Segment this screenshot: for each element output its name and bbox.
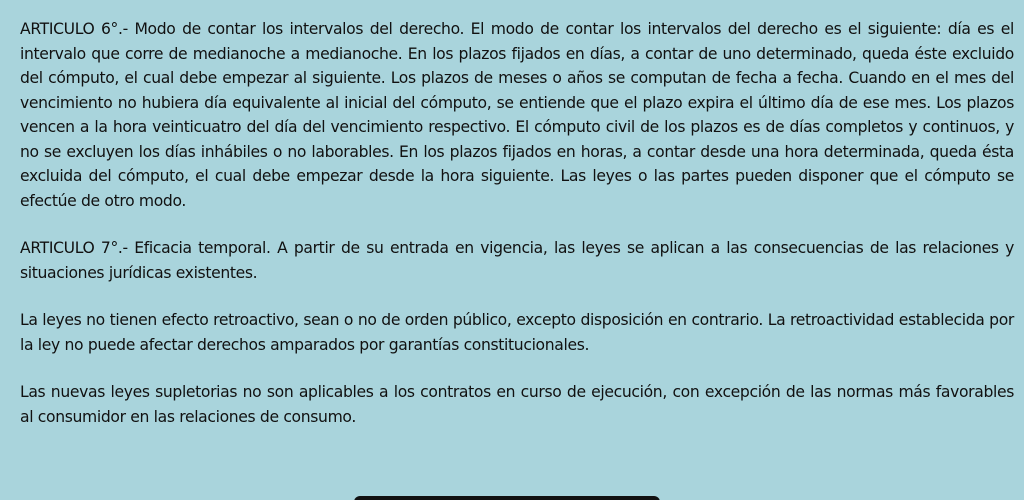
article-7-paragraph: ARTICULO 7°.- Eficacia temporal. A partir de su entrada en vigencia, las leyes se aplican a las consecuencias de las relaciones y situaciones jurídicas existentes. (20, 239, 1014, 282)
bottom-toolbar-edge (354, 496, 660, 500)
retroactivity-paragraph: La leyes no tienen efecto retroactivo, sean o no de orden público, excepto disposición en contrario. La retroactividad establecida por la ley no puede afectar derechos amparados por garantías constitucionales. (20, 311, 1014, 354)
paragraph-spacer (20, 213, 1014, 236)
paragraph-spacer (20, 357, 1014, 380)
paragraph-spacer (20, 285, 1014, 308)
article-6-paragraph: ARTICULO 6°.- Modo de contar los intervalos del derecho. El modo de contar los intervalos del derecho es el siguiente: día es el intervalo que corre de medianoche a medianoche. En los plazos fijados en días, a contar de uno determinado, queda éste excluido del cómputo, el cual debe empezar al siguiente. Los plazos de meses o años se computan de fecha a fecha. Cuando en el mes del vencimiento no hubiera día equivalente al inicial del cómputo, se entiende que el plazo expira el último día de ese mes. Los plazos vencen a la hora veinticuatro del día del vencimiento respectivo. El cómputo civil de los plazos es de días completos y continuos, y no se excluyen los días inhábiles o no laborables. En los plazos fijados en horas, a contar desde una hora determinada, queda ésta excluida del cómputo, el cual debe empezar desde la hora siguiente. Las leyes o las partes pueden disponer que el cómputo se efectúe de otro modo. (20, 20, 1014, 210)
supplementary-laws-paragraph: Las nuevas leyes supletorias no son aplicables a los contratos en curso de ejecución, con excepción de las normas más favorables al consumidor en las relaciones de consumo. (20, 383, 1014, 426)
